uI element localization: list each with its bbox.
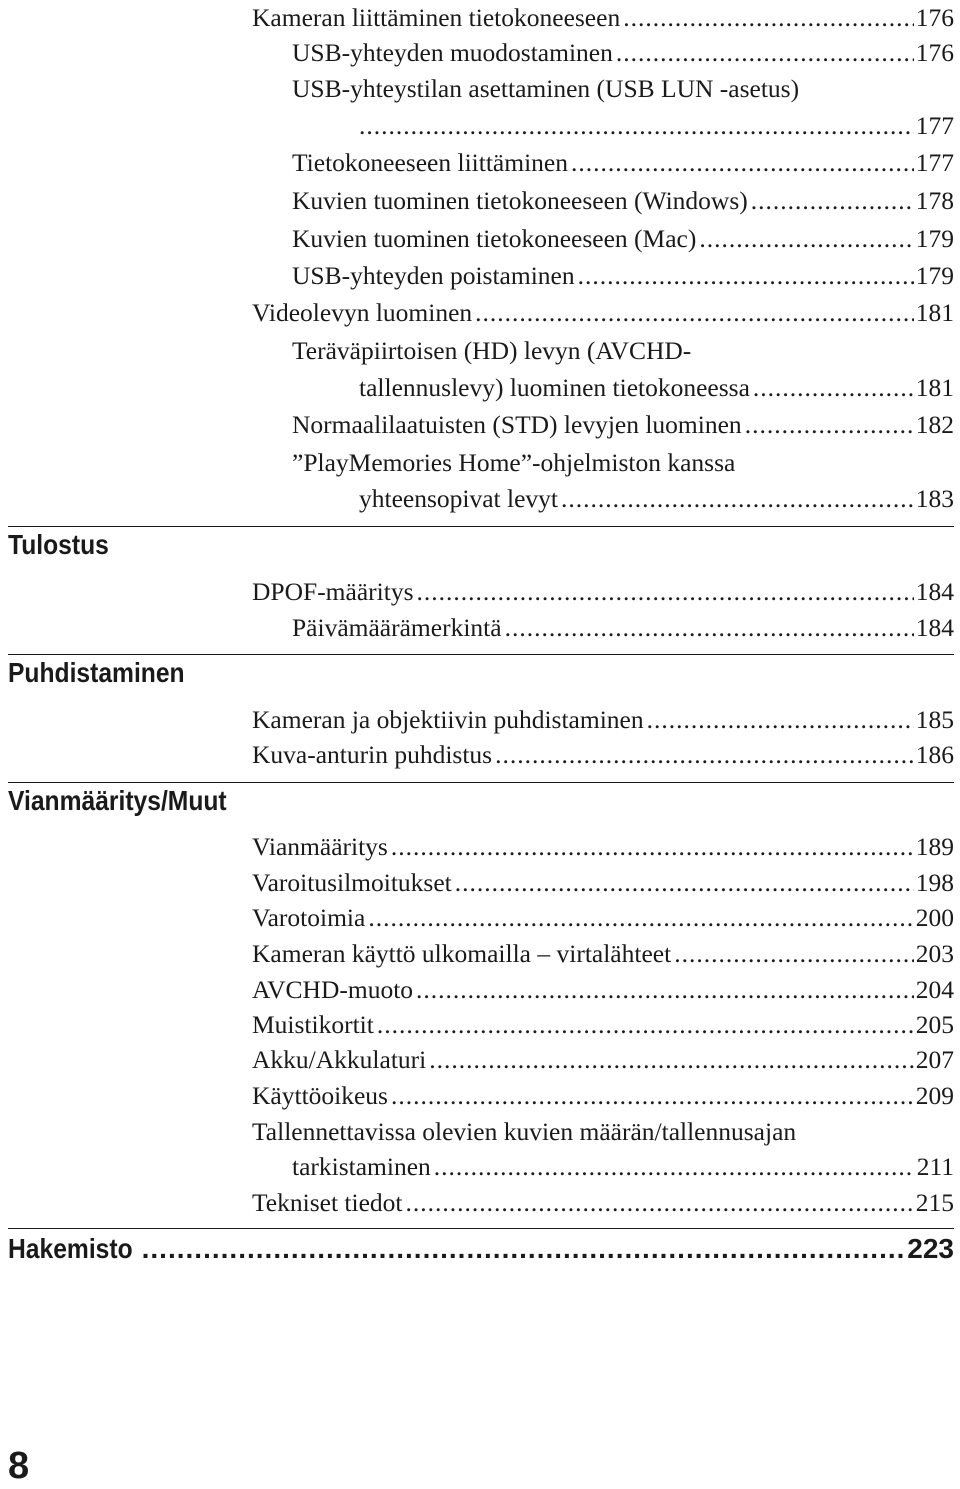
dot-leader — [434, 1150, 915, 1184]
dot-leader — [429, 1043, 914, 1077]
section-heading-puhdistaminen[interactable]: Puhdistaminen — [8, 657, 185, 688]
toc-entry-title: Varotoimia — [252, 903, 366, 932]
toc-entry[interactable] — [292, 408, 954, 442]
toc-entry[interactable] — [252, 575, 954, 609]
section-heading-vianmaaritys-muut[interactable]: Vianmääritys/Muut — [8, 785, 227, 816]
toc-entry-title-line1[interactable]: USB-yhteystilan asettaminen (USB LUN -asetus) — [292, 74, 800, 103]
toc-entry-title-line1[interactable]: Tallennettavissa olevien kuvien määrän/tallennusajan — [252, 1117, 797, 1146]
toc-entry-page: 176 — [915, 38, 954, 67]
toc-entry-title: Kuva-anturin puhdistus — [252, 740, 493, 769]
toc-entry[interactable] — [252, 937, 954, 971]
toc-entry-title: Kuvien tuominen tietokoneeseen (Windows) — [292, 186, 748, 215]
toc-entry-title: USB-yhteyden poistaminen — [292, 261, 575, 290]
toc-entry[interactable] — [292, 259, 954, 293]
toc-entry-title: Kameran käyttö ulkomailla – virtalähteet — [252, 939, 672, 968]
section-heading-tulostus[interactable]: Tulostus — [8, 529, 109, 560]
section-divider — [8, 526, 954, 527]
dot-leader — [475, 296, 914, 330]
page-number: 8 — [8, 1445, 30, 1487]
dot-leader — [495, 738, 914, 772]
toc-entry-title: Normaalilaatuisten (STD) levyjen luominen — [292, 410, 742, 439]
toc-entry[interactable] — [292, 222, 954, 256]
toc-entry-title: Muistikortit — [252, 1010, 374, 1039]
toc-entry-page: 179 — [915, 224, 954, 253]
toc-entry-title: Kameran ja objektiivin puhdistaminen — [252, 705, 644, 734]
toc-entry[interactable] — [252, 1043, 954, 1077]
dot-leader — [753, 371, 914, 405]
dot-leader — [674, 937, 914, 971]
toc-entry[interactable] — [292, 1150, 954, 1184]
dot-leader — [578, 259, 914, 293]
toc-entry[interactable] — [252, 738, 954, 772]
toc-entry[interactable] — [252, 1079, 954, 1113]
index-page: 223 — [907, 1233, 954, 1264]
toc-entry-page: 181 — [915, 373, 954, 402]
toc-entry-title: Tietokoneeseen liittäminen — [292, 148, 568, 177]
toc-entry-title: Tekniset tiedot — [252, 1188, 403, 1217]
toc-entry-page: 177 — [915, 111, 954, 140]
dot-leader — [571, 146, 914, 180]
toc-entry-page: 186 — [915, 740, 954, 769]
toc-entry-title-line1[interactable]: Teräväpiirtoisen (HD) levyn (AVCHD- — [292, 336, 692, 365]
toc-entry-title: tarkistaminen — [292, 1152, 431, 1181]
toc-entry-title: Varoitusilmoitukset — [252, 868, 452, 897]
dot-leader — [623, 1, 914, 35]
toc-entry[interactable] — [252, 1, 954, 35]
toc-entry-page: 179 — [915, 261, 954, 290]
dot-leader — [359, 109, 914, 143]
toc-entry[interactable] — [292, 611, 954, 645]
toc-entry-page: 189 — [915, 832, 954, 861]
toc-entry[interactable] — [359, 371, 954, 405]
toc-entry-page: 207 — [915, 1045, 954, 1074]
dot-leader — [142, 1230, 904, 1268]
toc-entry-page: 200 — [915, 903, 954, 932]
dot-leader — [699, 222, 913, 256]
dot-leader — [505, 611, 914, 645]
dot-leader — [417, 575, 914, 609]
dot-leader — [405, 1186, 913, 1220]
toc-entry-page: 176 — [915, 3, 954, 32]
toc-entry-page: 203 — [915, 939, 954, 968]
toc-entry-title: yhteensopivat levyt — [359, 484, 558, 513]
toc-entry-page: 205 — [915, 1010, 954, 1039]
toc-entry-page: 184 — [915, 577, 954, 606]
toc-entry-title: USB-yhteyden muodostaminen — [292, 38, 613, 67]
toc-entry-title: DPOF-määritys — [252, 577, 414, 606]
toc-entry[interactable] — [252, 1186, 954, 1220]
dot-leader — [745, 408, 914, 442]
toc-entry-page: 184 — [915, 613, 954, 642]
toc-entry[interactable] — [252, 901, 954, 935]
dot-leader — [391, 1079, 914, 1113]
index-entry[interactable] — [8, 1230, 954, 1268]
toc-entry[interactable] — [252, 703, 954, 737]
dot-leader — [368, 901, 913, 935]
toc-entry[interactable] — [359, 482, 954, 516]
toc-entry-page: 204 — [915, 975, 954, 1004]
toc-entry-title: tallennuslevy) luominen tietokoneessa — [359, 373, 750, 402]
section-divider — [8, 1228, 954, 1229]
toc-entry-title: Vianmääritys — [252, 832, 388, 861]
toc-entry[interactable] — [252, 1008, 954, 1042]
toc-entry-title: Kuvien tuominen tietokoneeseen (Mac) — [292, 224, 697, 253]
toc-entry[interactable] — [252, 830, 954, 864]
toc-entry-page: 177 — [915, 148, 954, 177]
toc-entry-page: 211 — [916, 1152, 954, 1181]
dot-leader — [751, 184, 914, 218]
dot-leader — [616, 36, 914, 70]
toc-entry-title: Kameran liittäminen tietokoneeseen — [252, 3, 621, 32]
dot-leader — [647, 703, 914, 737]
toc-entry[interactable] — [252, 973, 954, 1007]
dot-leader — [455, 866, 914, 900]
toc-entry-title: Päivämäärämerkintä — [292, 613, 502, 642]
toc-entry-page: 182 — [915, 410, 954, 439]
toc-entry-page: 185 — [915, 705, 954, 734]
toc-entry[interactable] — [292, 146, 954, 180]
dot-leader — [391, 830, 914, 864]
toc-entry[interactable] — [359, 109, 954, 143]
toc-entry-page: 181 — [915, 298, 954, 327]
dot-leader — [416, 973, 914, 1007]
toc-entry-title: Akku/Akkulaturi — [252, 1045, 427, 1074]
toc-entry[interactable] — [292, 36, 954, 70]
toc-entry-title-line1[interactable]: ”PlayMemories Home”-ohjelmiston kanssa — [292, 448, 736, 477]
toc-entry-page: 178 — [915, 186, 954, 215]
toc-entry-page: 198 — [915, 868, 954, 897]
toc-entry-page: 215 — [915, 1188, 954, 1217]
toc-entry-title: Videolevyn luominen — [252, 298, 473, 327]
dot-leader — [561, 482, 914, 516]
toc-entry[interactable] — [252, 866, 954, 900]
toc-entry-page: 209 — [915, 1081, 954, 1110]
toc-entry[interactable] — [252, 296, 954, 330]
dot-leader — [377, 1008, 914, 1042]
index-title: Hakemisto — [8, 1233, 133, 1264]
toc-entry-title: Käyttöoikeus — [252, 1081, 388, 1110]
toc-entry-page: 183 — [915, 484, 954, 513]
toc-entry[interactable] — [292, 184, 954, 218]
toc-entry-title: AVCHD-muoto — [252, 975, 414, 1004]
